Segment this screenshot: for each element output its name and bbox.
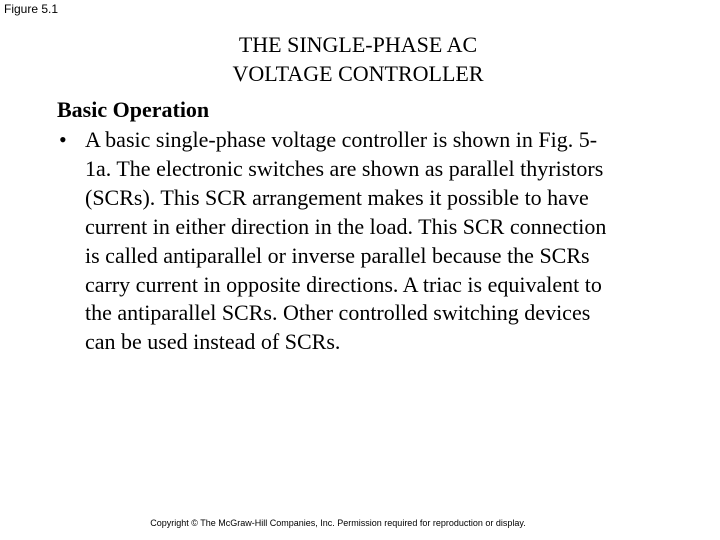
paragraph-line: A basic single-phase voltage controller is shown in Fig. 5- <box>85 127 598 152</box>
paragraph-line: current in either direction in the load. This SCR connection <box>85 213 607 239</box>
paragraph-line: (SCRs). This SCR arrangement makes it possible to have <box>85 184 589 210</box>
bullet-icon: • <box>59 127 67 152</box>
paragraph-line: carry current in opposite directions. A triac is equivalent to <box>85 271 602 297</box>
bullet-paragraph <box>85 126 606 357</box>
figure-label: Figure 5.1 <box>4 2 59 16</box>
title-line-2: VOLTAGE CONTROLLER <box>232 61 484 86</box>
paragraph-line: is called antiparallel or inverse parallel because the SCRs <box>85 242 590 268</box>
page-title <box>0 30 716 88</box>
copyright-footer: Copyright © The McGraw-Hill Companies, Inc. Permission required for reproduction or display. <box>150 518 526 528</box>
paragraph-line: 1a. The electronic switches are shown as parallel thyristors <box>85 155 604 181</box>
paragraph-line: the antiparallel SCRs. Other controlled switching devices <box>85 300 591 326</box>
section-heading: Basic Operation <box>57 97 210 122</box>
title-line-1: THE SINGLE-PHASE AC <box>238 32 478 57</box>
paragraph-line: can be used instead of SCRs. <box>85 329 341 355</box>
